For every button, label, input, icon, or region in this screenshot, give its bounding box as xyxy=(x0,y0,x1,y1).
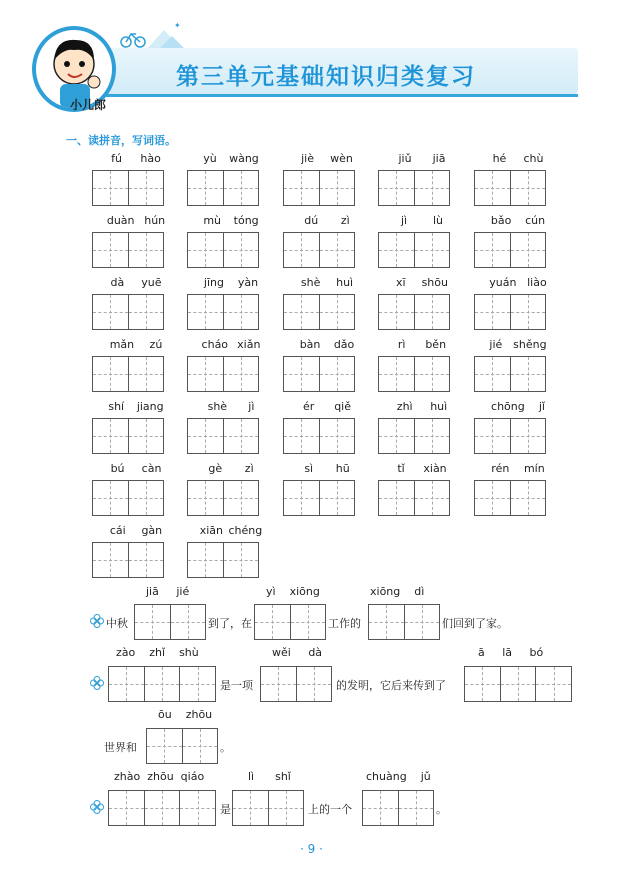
pinyin-label: hé chù xyxy=(492,152,544,165)
tianzige-box[interactable] xyxy=(92,294,164,330)
tianzige-box[interactable] xyxy=(283,480,355,516)
flower-bullet-icon xyxy=(90,800,104,814)
pinyin-label: rì běn xyxy=(397,338,447,351)
pinyin-label: bàn dǎo xyxy=(299,338,355,351)
page-title: 第三单元基础知识归类复习 xyxy=(176,64,476,90)
pinyin-label: mǎn zú xyxy=(109,338,163,351)
answer-box[interactable] xyxy=(368,604,440,640)
tianzige-box[interactable] xyxy=(92,480,164,516)
tianzige-box[interactable] xyxy=(474,170,546,206)
mascot-label: 小儿郎 xyxy=(70,98,107,112)
pinyin-label: zhì huì xyxy=(396,400,448,413)
tianzige-box[interactable] xyxy=(378,232,450,268)
pinyin-label: xiōng dì xyxy=(370,585,425,598)
tianzige-box[interactable] xyxy=(474,232,546,268)
answer-box[interactable] xyxy=(464,666,572,702)
tianzige-box[interactable] xyxy=(283,356,355,392)
tianzige-box[interactable] xyxy=(378,356,450,392)
pinyin-label: jiǔ jiā xyxy=(398,152,446,165)
bicycle-mountain-decoration xyxy=(118,20,188,50)
sentence-text: 。 xyxy=(436,803,447,816)
sentence-text: 中秋 xyxy=(106,617,128,630)
pinyin-label: dà yuē xyxy=(110,276,162,289)
pinyin-label: dú zì xyxy=(304,214,350,227)
answer-box[interactable] xyxy=(254,604,326,640)
tianzige-box[interactable] xyxy=(474,480,546,516)
pinyin-label: wěi dà xyxy=(272,646,323,659)
tianzige-box[interactable] xyxy=(283,232,355,268)
pinyin-label: mù tóng xyxy=(203,214,259,227)
tianzige-box[interactable] xyxy=(92,542,164,578)
pinyin-label: yuán liào xyxy=(489,276,547,289)
tianzige-box[interactable] xyxy=(92,170,164,206)
pinyin-label: duàn hún xyxy=(106,214,166,227)
answer-box[interactable] xyxy=(260,666,332,702)
pinyin-label: xiān chéng xyxy=(199,524,263,537)
sentence-text: 上的一个 xyxy=(308,803,352,816)
page-number: · 9 · xyxy=(300,842,323,856)
pinyin-label: xī shōu xyxy=(396,276,448,289)
svg-text:✦: ✦ xyxy=(174,21,181,30)
tianzige-box[interactable] xyxy=(378,170,450,206)
pinyin-label: rén mín xyxy=(491,462,545,475)
answer-box[interactable] xyxy=(108,666,216,702)
tianzige-box[interactable] xyxy=(378,418,450,454)
tianzige-box[interactable] xyxy=(378,294,450,330)
answer-box[interactable] xyxy=(108,790,216,826)
pinyin-label: yù wàng xyxy=(203,152,259,165)
pinyin-label: ér qiě xyxy=(302,400,352,413)
pinyin-label: jiè wèn xyxy=(301,152,353,165)
pinyin-label: cái gàn xyxy=(109,524,163,537)
tianzige-box[interactable] xyxy=(378,480,450,516)
pinyin-label: jiā jié xyxy=(146,585,190,598)
pinyin-label: gè zì xyxy=(208,462,254,475)
tianzige-box[interactable] xyxy=(283,418,355,454)
tianzige-box[interactable] xyxy=(474,418,546,454)
pinyin-label: yì xiōng xyxy=(266,585,320,598)
page-header xyxy=(0,0,638,120)
tianzige-box[interactable] xyxy=(187,170,259,206)
answer-box[interactable] xyxy=(134,604,206,640)
pinyin-label: zhào zhōu qiáo xyxy=(114,770,205,783)
pinyin-label: zào zhǐ shù xyxy=(116,646,199,659)
answer-box[interactable] xyxy=(362,790,434,826)
pinyin-label: lì shǐ xyxy=(248,770,291,783)
sentence-text: 。 xyxy=(220,741,231,754)
flower-bullet-icon xyxy=(90,676,104,690)
sentence-text: 们回到了家。 xyxy=(442,617,508,630)
pinyin-label: fú hào xyxy=(111,152,161,165)
pinyin-label: ā lā bó xyxy=(478,646,544,659)
tianzige-box[interactable] xyxy=(187,480,259,516)
tianzige-box[interactable] xyxy=(283,170,355,206)
answer-box[interactable] xyxy=(146,728,218,764)
pinyin-label: shè jì xyxy=(207,400,255,413)
sentence-text: 是 xyxy=(220,803,231,816)
tianzige-box[interactable] xyxy=(92,418,164,454)
tianzige-box[interactable] xyxy=(474,356,546,392)
tianzige-box[interactable] xyxy=(187,542,259,578)
tianzige-box[interactable] xyxy=(92,356,164,392)
tianzige-box[interactable] xyxy=(283,294,355,330)
pinyin-label: ōu zhōu xyxy=(158,708,213,721)
pinyin-label: bǎo cún xyxy=(490,214,546,227)
answer-box[interactable] xyxy=(232,790,304,826)
pinyin-label: jì lù xyxy=(400,214,444,227)
tianzige-box[interactable] xyxy=(187,232,259,268)
pinyin-label: cháo xiǎn xyxy=(201,338,261,351)
pinyin-label: bú càn xyxy=(110,462,162,475)
tianzige-box[interactable] xyxy=(187,418,259,454)
section-heading: 一、读拼音，写词语。 xyxy=(66,134,176,147)
sentence-text: 工作的 xyxy=(328,617,361,630)
tianzige-box[interactable] xyxy=(187,356,259,392)
tianzige-box[interactable] xyxy=(92,232,164,268)
flower-bullet-icon xyxy=(90,614,104,628)
pinyin-label: jīng yàn xyxy=(203,276,259,289)
pinyin-label: chōng jǐ xyxy=(491,400,545,413)
pinyin-label: tǐ xiàn xyxy=(397,462,447,475)
sentence-text: 是一项 xyxy=(220,679,253,692)
sentence-text: 到了，在 xyxy=(208,617,252,630)
pinyin-label: shè huì xyxy=(300,276,354,289)
tianzige-box[interactable] xyxy=(187,294,259,330)
pinyin-label: shí jiang xyxy=(108,400,164,413)
pinyin-label: sì hū xyxy=(304,462,350,475)
pinyin-label: jié shěng xyxy=(489,338,547,351)
sentence-text: 的发明，它后来传到了 xyxy=(336,679,446,692)
sentence-text: 世界和 xyxy=(104,741,137,754)
tianzige-box[interactable] xyxy=(474,294,546,330)
pinyin-label: chuàng jǔ xyxy=(366,770,431,783)
